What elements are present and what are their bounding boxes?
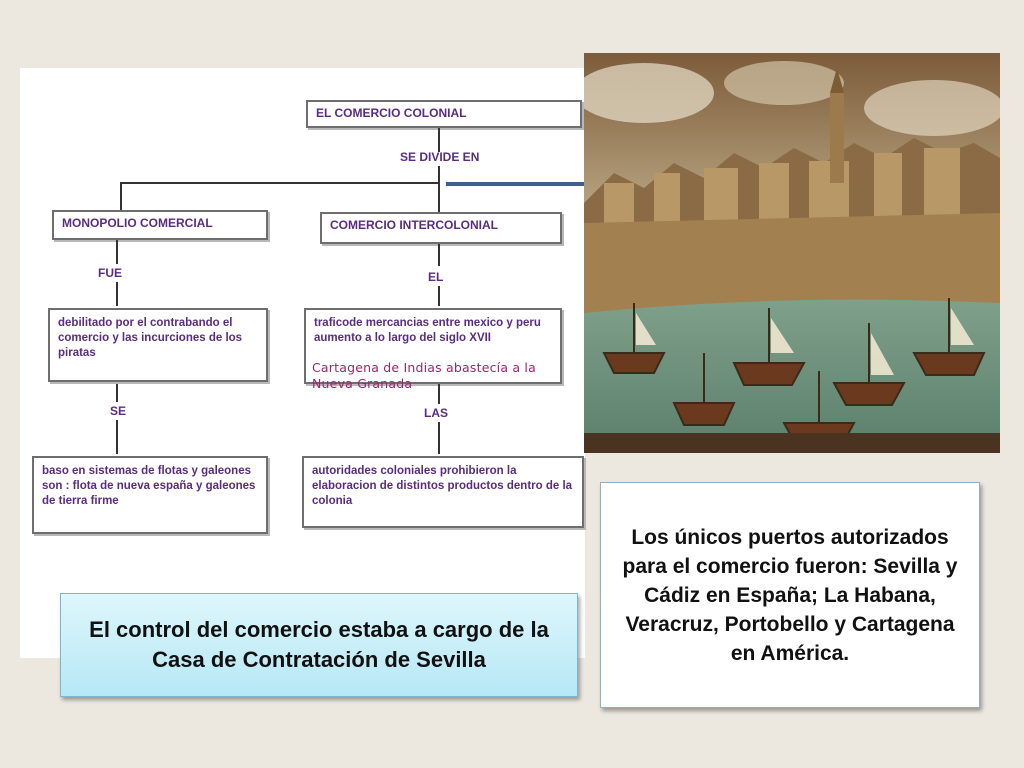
right-connector-line-1b — [438, 286, 440, 306]
cartagena-note: Cartagena de Indias abastecía a la Nueva Granada — [312, 360, 536, 391]
casa-contratacion-text: El control del comercio estaba a cargo de la Casa de Contratación de Sevilla — [89, 617, 549, 672]
left-connector-line-2b — [116, 420, 118, 454]
left-detail-text-1: debilitado por el contrabando el comercio y las incurciones de los piratas — [58, 317, 243, 359]
left-detail-box-1 — [48, 308, 268, 382]
branch-left-drop-line — [120, 182, 122, 210]
branch-horizontal-line — [120, 182, 440, 184]
left-branch-title-box — [52, 210, 268, 240]
root-stem-line — [438, 128, 440, 152]
left-connector-line-2 — [116, 384, 118, 402]
left-connector-line-1 — [116, 240, 118, 264]
right-connector-line-2b — [438, 422, 440, 454]
root-node-box — [306, 100, 582, 128]
casa-contratacion-callout — [60, 593, 578, 697]
root-node-label: EL COMERCIO COLONIAL — [316, 106, 467, 120]
left-detail-text-2: baso en sistemas de flotas y galeones son : flota de nueva españa y galeones de tierra firme — [42, 465, 256, 507]
right-detail-box-2 — [302, 456, 584, 528]
left-connector-label-1: FUE — [98, 266, 122, 280]
left-detail-box-2 — [32, 456, 268, 534]
branch-right-drop-line — [438, 182, 440, 212]
right-connector-label-1: EL — [428, 270, 444, 284]
seville-port-painting — [584, 53, 1000, 453]
concept-map-panel — [20, 68, 585, 658]
right-connector-label-2: LAS — [424, 406, 448, 420]
seville-port-painting-svg — [584, 53, 1000, 453]
right-detail-text-2: autoridades coloniales prohibieron la elaboracion de distintos productos dentro de la colonia — [312, 465, 573, 507]
ports-callout — [600, 482, 980, 708]
left-connector-label-2: SE — [110, 404, 127, 418]
root-connector-label: SE DIVIDE EN — [400, 150, 480, 164]
blue-connector-arrow — [446, 182, 600, 186]
right-connector-line-1 — [438, 244, 440, 266]
right-branch-title-box — [320, 212, 562, 244]
right-branch-title: COMERCIO INTERCOLONIAL — [330, 218, 498, 232]
left-branch-title: MONOPOLIO COMERCIAL — [62, 216, 213, 230]
right-detail-text-1: traficode mercancias entre mexico y peru aumento a lo largo del siglo XVII — [314, 317, 541, 344]
ports-callout-text: Los únicos puertos autorizados para el comercio fueron: Sevilla y Cádiz en España; La Habana, Veracruz, Portobello y Cartagena en América. — [622, 525, 958, 665]
left-connector-line-1b — [116, 282, 118, 306]
